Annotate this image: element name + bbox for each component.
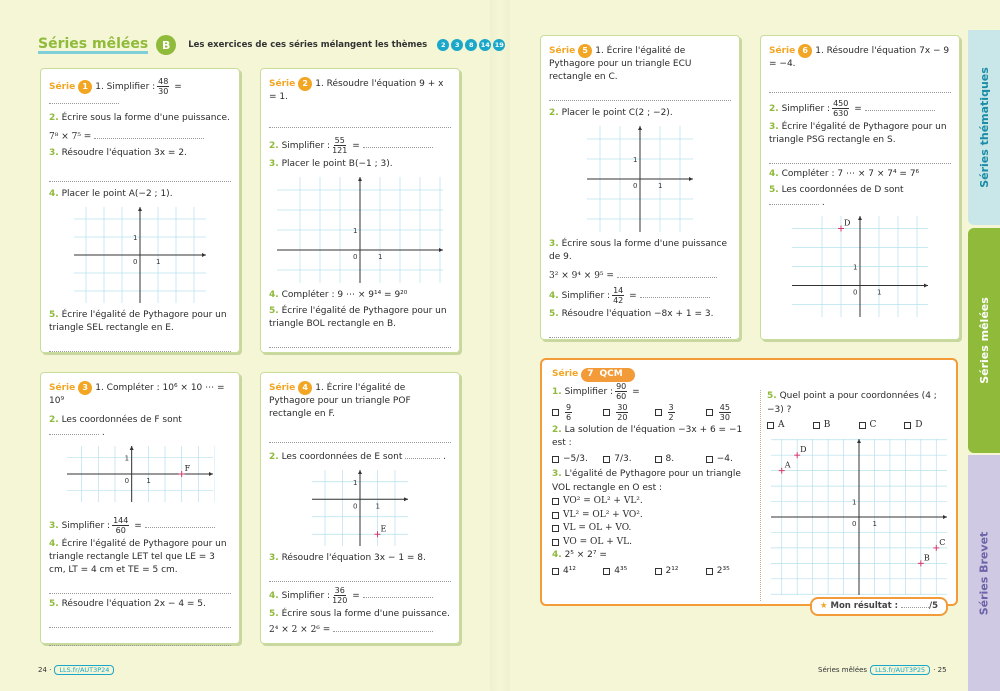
answer-line[interactable] bbox=[769, 79, 951, 93]
answer-line[interactable] bbox=[49, 338, 231, 352]
answer-line[interactable] bbox=[549, 324, 731, 338]
coordinate-grid[interactable] bbox=[65, 444, 215, 504]
option[interactable]: VO = OL + VL. bbox=[552, 536, 757, 550]
origin-label: 0 bbox=[124, 477, 130, 486]
checkbox[interactable] bbox=[603, 409, 610, 416]
question: La solution de l'équation −3x + 6 = −1 est : bbox=[552, 424, 743, 448]
serie-number: 3 bbox=[78, 381, 92, 395]
answer-blank[interactable] bbox=[333, 631, 433, 632]
y-axis-arrow bbox=[358, 470, 362, 474]
answer-line[interactable] bbox=[269, 334, 451, 348]
point-label: A bbox=[784, 460, 791, 470]
option[interactable]: VL = OL + VO. bbox=[552, 522, 757, 536]
point-label: B bbox=[923, 552, 930, 562]
question: Écrire l'égalité de Pythagore pour un triangle rectangle LET tel que LE = 3 cm, LT = 4 cm et TE = 5 cm. bbox=[49, 539, 227, 576]
question: 2⁵ × 2⁷ = bbox=[564, 550, 607, 560]
option[interactable]: 2¹² bbox=[655, 565, 706, 579]
option[interactable]: $\frac{45}{30}$ bbox=[706, 403, 757, 422]
checkbox[interactable] bbox=[552, 409, 559, 416]
x-axis-arrow bbox=[943, 515, 947, 519]
x-axis-arrow bbox=[202, 253, 206, 257]
fraction: $\frac{48}{30}$ bbox=[158, 77, 169, 96]
section-badge: B bbox=[156, 35, 176, 55]
question: Résoudre l'équation 3x = 2. bbox=[61, 148, 187, 159]
question: 1. Résoudre l'équation 7x − 9 = −4. bbox=[769, 46, 950, 70]
question: Placer le point A(−2 ; 1). bbox=[61, 189, 173, 200]
y-unit-label: 1 bbox=[353, 227, 358, 236]
option[interactable]: 7/3. bbox=[603, 453, 654, 467]
question: Simplifier : bbox=[281, 141, 331, 152]
x-unit-label: 1 bbox=[156, 258, 161, 267]
x-axis-arrow bbox=[689, 177, 693, 181]
question: Écrire l'égalité de Pythagore pour un triangle PSG rectangle en S. bbox=[769, 122, 947, 146]
question: Écrire sous la forme d'une puissance. bbox=[281, 609, 450, 620]
question: Résoudre l'équation −8x + 1 = 3. bbox=[561, 309, 714, 320]
options-q2 bbox=[552, 453, 757, 467]
y-axis-arrow bbox=[858, 216, 862, 220]
score-input[interactable] bbox=[901, 607, 929, 608]
option[interactable]: 4³⁵ bbox=[603, 565, 654, 579]
footer-right bbox=[818, 665, 947, 675]
answer-line[interactable] bbox=[49, 580, 231, 594]
origin-label: 0 bbox=[853, 288, 858, 297]
answer-line[interactable] bbox=[269, 114, 451, 128]
tab-series-melees[interactable]: Séries mêlées bbox=[968, 228, 1000, 453]
answer-line[interactable] bbox=[269, 429, 451, 443]
answer-blank[interactable] bbox=[769, 204, 819, 205]
option[interactable]: B bbox=[813, 419, 859, 433]
point-label: C bbox=[938, 537, 945, 547]
origin-label: 0 bbox=[353, 502, 358, 511]
serie-number: 2 bbox=[298, 77, 312, 91]
question: Les coordonnées de D sont bbox=[781, 185, 904, 196]
resource-link[interactable]: LLS.fr/AUT3P25 bbox=[870, 665, 930, 675]
y-unit-label: 1 bbox=[851, 498, 856, 507]
theme-badge[interactable]: 2 bbox=[437, 39, 449, 51]
checkbox[interactable] bbox=[706, 409, 713, 416]
question: Les coordonnées de E sont bbox=[281, 452, 403, 463]
answer-blank[interactable] bbox=[94, 138, 204, 139]
option[interactable]: 8. bbox=[655, 453, 706, 467]
footer-left bbox=[38, 665, 114, 675]
coordinate-grid[interactable] bbox=[275, 175, 445, 285]
question: Quel point a pour coordonnées (4 ; −3) ? bbox=[767, 391, 937, 415]
x-unit-label: 1 bbox=[146, 477, 151, 486]
expression: 7⁸ × 7⁵ = bbox=[49, 132, 92, 143]
question: Simplifier : bbox=[61, 521, 111, 532]
answer-blank[interactable] bbox=[405, 458, 440, 459]
qcm-tag: 7 QCM bbox=[581, 368, 634, 382]
answer-blank[interactable] bbox=[363, 597, 433, 598]
expression: 3² × 9⁴ × 9⁵ = bbox=[549, 271, 614, 282]
answer-line[interactable] bbox=[49, 168, 231, 182]
question: Les coordonnées de F sont bbox=[61, 415, 182, 426]
y-unit-label: 1 bbox=[853, 263, 858, 272]
question: 1. Simplifier : bbox=[95, 82, 156, 92]
tab-series-thematiques[interactable]: Séries thématiques bbox=[968, 30, 1000, 225]
serie-6-card: Série 6 1. Résoudre l'équation 7x − 9 = −4. 2. Simplifier : $\frac{450}{630}$ = 3. Écrire l'égalité de Pythagore pour un triangle PSG rectangle en S. 4. Compléter : 7 ⋯ × 7 × 7⁴ = 7⁶ 5. Les coordonnées de D sont . 0 1 1 D bbox=[760, 35, 960, 340]
serie-1-card: Série 1 1. Simplifier : $\frac{48}{30}$ = 2. Écrire sous la forme d'une puissance. 7⁸ × 7⁵ = 3. Résoudre l'équation 3x = 2. 4. Placer le point A(−2 ; 1). 0 1 1 5. Écrire l'égalité de Pythagore pour un triangle SEL rectangle en E. bbox=[40, 68, 240, 353]
serie-2-card: Série 2 1. Résoudre l'équation 9 + x = 1. 2. Simplifier : $\frac{55}{121}$ = 3. Placer le point B(−1 ; 3). 0 1 1 4. Compléter : 9 ⋯ × 9¹⁴ = 9²⁰ 5. Écrire l'égalité de Pythagore pour un triangle BOL rectangle en B. bbox=[260, 68, 460, 353]
header-description: Les exercices de ces séries mélangent les thèmes bbox=[188, 40, 428, 50]
star-icon: ★ bbox=[819, 601, 828, 612]
page-gutter bbox=[490, 0, 510, 691]
option[interactable]: 2³⁵ bbox=[706, 565, 757, 579]
result-badge: ★ Mon résultat : /5 bbox=[810, 597, 948, 616]
theme-badge[interactable]: 8 bbox=[465, 39, 477, 51]
origin-label: 0 bbox=[133, 258, 138, 267]
serie-number: 4 bbox=[298, 381, 312, 395]
coordinate-grid[interactable] bbox=[585, 124, 695, 234]
question: Écrire sous la forme d'une puissance de 9. bbox=[549, 239, 727, 263]
answer-blank[interactable] bbox=[640, 297, 710, 298]
option[interactable]: VO² = OL² + VL². bbox=[552, 495, 757, 509]
question: Compléter : 7 ⋯ × 7 × 7⁴ = 7⁶ bbox=[781, 169, 920, 180]
origin-label: 0 bbox=[633, 182, 638, 191]
option[interactable]: D bbox=[904, 419, 950, 433]
x-unit-label: 1 bbox=[877, 288, 882, 297]
y-axis-arrow bbox=[138, 207, 142, 211]
point-label: E bbox=[380, 524, 387, 534]
answer-blank[interactable] bbox=[865, 110, 935, 111]
point-label: D bbox=[844, 218, 851, 228]
serie-number: 6 bbox=[798, 44, 812, 58]
serie-label: Série bbox=[49, 82, 76, 92]
y-unit-label: 1 bbox=[633, 156, 638, 165]
y-unit-label: 1 bbox=[124, 454, 130, 463]
question: Résoudre l'équation 3x − 1 = 8. bbox=[281, 553, 426, 564]
answer-line[interactable] bbox=[769, 150, 951, 164]
x-unit-label: 1 bbox=[658, 182, 663, 191]
question: Simplifier : bbox=[781, 104, 831, 115]
point-label: F bbox=[184, 464, 191, 474]
answer-line[interactable] bbox=[549, 87, 731, 101]
question: Simplifier : bbox=[564, 386, 614, 397]
y-axis-arrow bbox=[130, 446, 134, 450]
checkbox[interactable] bbox=[655, 409, 662, 416]
x-unit-label: 1 bbox=[378, 253, 383, 262]
coordinate-grid[interactable] bbox=[310, 468, 410, 548]
answer-line[interactable] bbox=[49, 632, 231, 646]
serie-7-qcm-card: Série 7 QCM 1. Simplifier : $\frac{90}{60}$ = $\frac{9}{6}$ $\frac{30}{20}$ $\frac{3}{2}$ $\frac{45}{30}$ 2. La solution de l'équation −3x + 6 = −1 est : −5/3. 7/3. 8. −4. 3. L'égalité de Pythagore pour un triangle VOL rectangle en O est : VO² = OL² + VL². VL² = OL² + VO². VL = OL + VO. VO = OL + VL. 4. 2⁵ × 2⁷ = 4¹² 4³⁵ 2¹² 2³⁵ 5. Quel point a pour coordonnées (4 ; −3) ? A B C D 0 1 1 A D B C ★ Mon résultat : /5 bbox=[540, 358, 958, 606]
question: Simplifier : bbox=[281, 591, 331, 602]
option[interactable]: A bbox=[767, 419, 813, 433]
tab-series-brevet[interactable]: Séries Brevet bbox=[968, 455, 1000, 691]
option[interactable]: −5/3. bbox=[552, 453, 603, 467]
x-unit-label: 1 bbox=[871, 519, 877, 528]
question: 1. Compléter : 10⁶ × 10 ⋯ = 10⁹ bbox=[49, 383, 225, 407]
coordinate-grid[interactable] bbox=[769, 437, 949, 597]
serie-5-card: Série 5 1. Écrire l'égalité de Pythagore pour un triangle ECU rectangle en C. 2. Placer le point C(2 ; −2). 0 1 1 3. Écrire sous la forme d'une puissance de 9. 3² × 9⁴ × 9⁵ = 4. Simplifier : $\frac{14}{42}$ = 5. Résoudre l'équation −8x + 1 = 3. bbox=[540, 35, 740, 340]
theme-badge[interactable]: 3 bbox=[451, 39, 463, 51]
page-number: 24 · bbox=[38, 666, 52, 674]
x-axis-arrow bbox=[924, 284, 928, 288]
serie-3-card: Série 3 1. Compléter : 10⁶ × 10 ⋯ = 10⁹ 2. Les coordonnées de F sont . 0 1 1 F 3. Simplifier : $\frac{144}{60}$ = 4. Écrire l'égalité de Pythagore pour un triangle rectangle LET tel que LE = 3 cm, LT = 4 cm et TE = 5 cm. 5. Résoudre l'équation 2x − 4 = 5. bbox=[40, 372, 240, 644]
y-axis-arrow bbox=[638, 126, 642, 130]
answer-blank[interactable] bbox=[49, 103, 119, 104]
question: Écrire sous la forme d'une puissance. bbox=[61, 113, 230, 124]
question: Placer le point B(−1 ; 3). bbox=[281, 159, 393, 170]
page-number: · 25 bbox=[933, 666, 947, 674]
option[interactable]: $\frac{30}{20}$ bbox=[603, 403, 654, 422]
point-label: D bbox=[799, 444, 807, 454]
question: 1. Résoudre l'équation 9 + x = 1. bbox=[269, 79, 444, 103]
options-q3 bbox=[552, 495, 757, 549]
answer-blank[interactable] bbox=[49, 434, 99, 435]
option[interactable]: $\frac{9}{6}$ bbox=[552, 403, 603, 422]
x-axis-arrow bbox=[209, 472, 213, 476]
option[interactable]: C bbox=[859, 419, 905, 433]
section-title: Séries mêlées bbox=[38, 35, 149, 52]
option[interactable]: −4. bbox=[706, 453, 757, 467]
theme-badge[interactable]: 19 bbox=[494, 41, 504, 49]
question: Simplifier : bbox=[561, 291, 611, 302]
question: 1. Écrire l'égalité de Pythagore pour un triangle POF rectangle en F. bbox=[269, 383, 411, 420]
footer-section: Séries mêlées bbox=[818, 666, 868, 674]
theme-list bbox=[435, 39, 505, 51]
question: Écrire l'égalité de Pythagore pour un triangle SEL rectangle en E. bbox=[49, 310, 227, 334]
option[interactable]: VL² = OL² + VO². bbox=[552, 509, 757, 523]
serie-number: 1 bbox=[78, 80, 92, 94]
resource-link[interactable]: LLS.fr/AUT3P24 bbox=[54, 665, 114, 675]
origin-label: 0 bbox=[851, 519, 856, 528]
coordinate-grid[interactable] bbox=[790, 214, 930, 319]
x-axis-arrow bbox=[404, 497, 408, 501]
question: Placer le point C(2 ; −2). bbox=[561, 108, 673, 119]
x-unit-label: 1 bbox=[375, 502, 380, 511]
serie-number: 5 bbox=[578, 44, 592, 58]
answer-line[interactable] bbox=[269, 568, 451, 582]
question: Compléter : 9 ⋯ × 9¹⁴ = 9²⁰ bbox=[281, 290, 408, 301]
answer-blank[interactable] bbox=[145, 527, 215, 528]
serie-4-card: Série 4 1. Écrire l'égalité de Pythagore pour un triangle POF rectangle en F. 2. Les coordonnées de E sont . 0 1 1 E 3. Résoudre l'équation 3x − 1 = 8. 4. Simplifier : $\frac{36}{120}$ = 5. Écrire sous la forme d'une puissance. 2⁴ × 2 × 2⁶ = bbox=[260, 372, 460, 644]
origin-label: 0 bbox=[353, 253, 358, 262]
answer-blank[interactable] bbox=[617, 277, 717, 278]
coordinate-grid[interactable] bbox=[72, 205, 208, 305]
y-axis-arrow bbox=[358, 177, 362, 181]
option[interactable]: $\frac{3}{2}$ bbox=[655, 403, 706, 422]
question: Résoudre l'équation 2x − 4 = 5. bbox=[61, 599, 206, 610]
x-axis-arrow bbox=[439, 248, 443, 252]
question: Écrire l'égalité de Pythagore pour un triangle BOL rectangle en B. bbox=[269, 306, 447, 330]
theme-badge[interactable]: 14 bbox=[480, 41, 490, 49]
question: L'égalité de Pythagore pour un triangle VOL rectangle en O est : bbox=[552, 469, 741, 493]
y-unit-label: 1 bbox=[133, 234, 138, 243]
answer-blank[interactable] bbox=[363, 147, 433, 148]
options-q4 bbox=[552, 565, 757, 579]
y-unit-label: 1 bbox=[353, 478, 358, 487]
options-q5 bbox=[767, 419, 950, 433]
options-q1 bbox=[552, 403, 757, 422]
answer-line[interactable] bbox=[49, 614, 231, 628]
page-header bbox=[38, 35, 505, 55]
expression: 2⁴ × 2 × 2⁶ = bbox=[269, 625, 331, 636]
option[interactable]: 4¹² bbox=[552, 565, 603, 579]
question: 1. Écrire l'égalité de Pythagore pour un triangle ECU rectangle en C. bbox=[549, 46, 692, 83]
